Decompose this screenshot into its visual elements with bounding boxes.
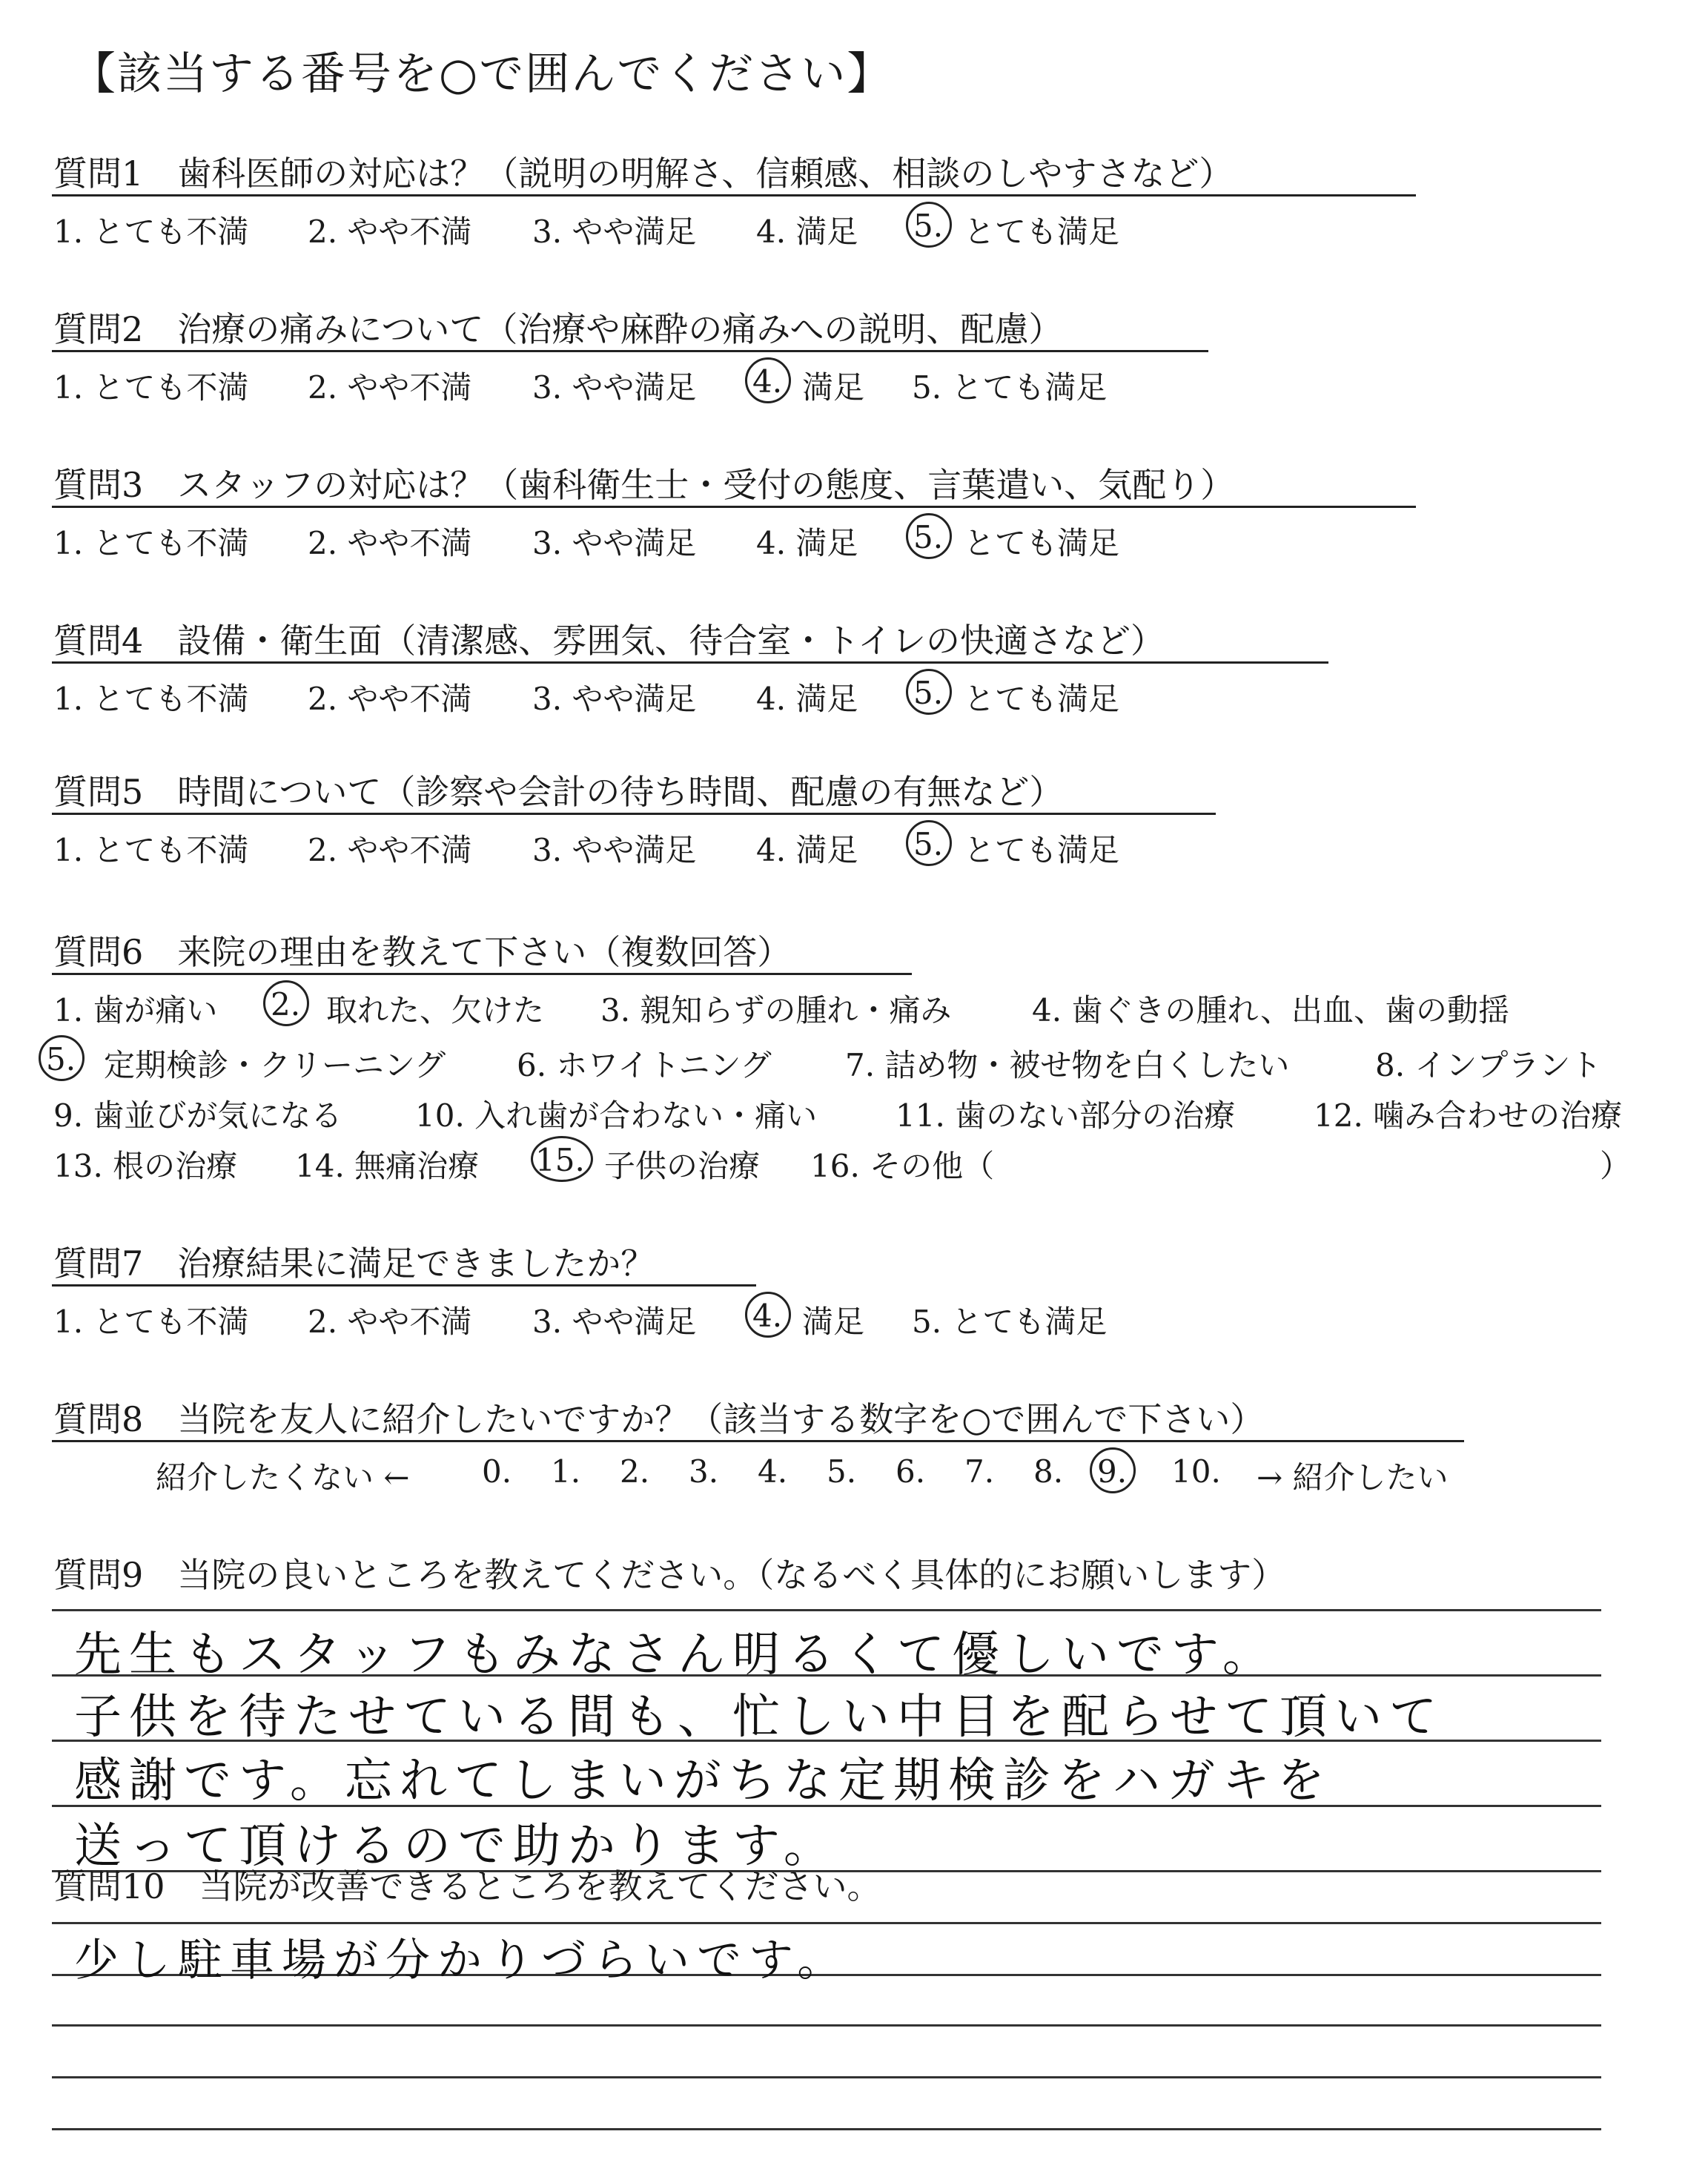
q6-option-7[interactable]: 7. 詰め物・被せ物を白くしたい — [845, 1047, 1290, 1083]
q7-option-3[interactable]: 3. やや満足 — [532, 1304, 697, 1340]
q2-option-4-label[interactable]: 満足 — [802, 369, 865, 406]
q1-option-5-number[interactable]: 5. — [913, 208, 944, 244]
q8-score-10[interactable]: 10. — [1171, 1453, 1221, 1490]
q5-title: 質問5 時間について（診察や会計の待ち時間、配慮の有無など） — [53, 772, 1064, 812]
q10-ruled-line — [52, 2128, 1601, 2130]
q6-title: 質問6 来院の理由を教えて下さい（複数回答） — [53, 932, 792, 972]
q3-option-5-number[interactable]: 5. — [913, 519, 944, 555]
q7-underline — [52, 1284, 756, 1287]
q5-option-3[interactable]: 3. やや満足 — [532, 832, 697, 868]
q8-score-5[interactable]: 5. — [827, 1453, 857, 1490]
q2-option-1[interactable]: 1. とても不満 — [53, 369, 249, 406]
q5-underline — [52, 813, 1216, 815]
q3-option-1[interactable]: 1. とても不満 — [53, 525, 249, 561]
q9-ruled-line — [52, 1609, 1601, 1611]
q6-option-2-number[interactable]: 2. — [271, 986, 301, 1023]
q8-score-7[interactable]: 7. — [964, 1453, 995, 1490]
q8-score-3[interactable]: 3. — [689, 1453, 719, 1490]
q6-option-11[interactable]: 11. 歯のない部分の治療 — [896, 1097, 1236, 1134]
q3-option-2[interactable]: 2. やや不満 — [308, 525, 472, 561]
q8-score-9[interactable]: 9. — [1097, 1453, 1128, 1490]
q8-score-0[interactable]: 0. — [482, 1453, 512, 1490]
q2-option-5[interactable]: 5. とても満足 — [912, 369, 1108, 406]
q5-option-5-number[interactable]: 5. — [913, 826, 944, 862]
q6-option-16-close-paren: ） — [1600, 1148, 1632, 1184]
q5-option-4[interactable]: 4. 満足 — [756, 832, 858, 868]
q5-option-5-label[interactable]: とても満足 — [964, 832, 1120, 868]
q7-option-4-label[interactable]: 満足 — [802, 1304, 865, 1340]
q6-option-3[interactable]: 3. 親知らずの腫れ・痛み — [600, 992, 952, 1028]
q4-option-5-label[interactable]: とても満足 — [964, 681, 1120, 717]
q10-ruled-line — [52, 2024, 1601, 2027]
q6-option-16[interactable]: 16. その他（ — [810, 1148, 995, 1184]
q8-scale-right-label: → 紹介したい — [1257, 1459, 1449, 1496]
q7-option-2[interactable]: 2. やや不満 — [308, 1304, 472, 1340]
q1-option-2[interactable]: 2. やや不満 — [308, 214, 472, 250]
q1-option-1[interactable]: 1. とても不満 — [53, 214, 249, 250]
q3-title: 質問3 スタッフの対応は？（歯科衛生士・受付の態度、言葉遣い、気配り） — [53, 465, 1235, 505]
q7-option-5[interactable]: 5. とても満足 — [912, 1304, 1108, 1340]
q6-option-12[interactable]: 12. 噛み合わせの治療 — [1314, 1097, 1623, 1134]
q6-option-14[interactable]: 14. 無痛治療 — [295, 1148, 480, 1184]
q10-ruled-line — [52, 2076, 1601, 2078]
q10-answer-line-1[interactable]: 少し駐車場が分かりづらいです。 — [74, 1935, 850, 1986]
q6-option-8[interactable]: 8. インプラント — [1375, 1047, 1602, 1083]
q1-option-5-label[interactable]: とても満足 — [964, 214, 1120, 250]
q6-underline — [52, 973, 912, 975]
q6-option-5-label[interactable]: 定期検診・クリーニング — [104, 1047, 446, 1083]
q8-score-6[interactable]: 6. — [896, 1453, 926, 1490]
q5-option-2[interactable]: 2. やや不満 — [308, 832, 472, 868]
q4-option-4[interactable]: 4. 満足 — [756, 681, 858, 717]
q6-option-1[interactable]: 1. 歯が痛い — [53, 992, 218, 1028]
q4-option-5-number[interactable]: 5. — [913, 675, 944, 711]
q7-option-4-number[interactable]: 4. — [752, 1298, 783, 1334]
q6-option-9[interactable]: 9. 歯並びが気になる — [53, 1097, 342, 1134]
q4-title: 質問4 設備・衛生面（清潔感、雰囲気、待合室・トイレの快適さなど） — [53, 621, 1165, 661]
q7-title: 質問7 治療結果に満足できましたか？ — [53, 1244, 655, 1284]
q5-option-1[interactable]: 1. とても不満 — [53, 832, 249, 868]
q9-title: 質問9 当院の良いところを教えてください。（なるべく具体的にお願いします） — [53, 1555, 1286, 1595]
q6-option-2-label[interactable]: 取れた、欠けた — [326, 992, 545, 1028]
q2-underline — [52, 350, 1208, 352]
q8-score-2[interactable]: 2. — [620, 1453, 650, 1490]
q1-option-4[interactable]: 4. 満足 — [756, 214, 858, 250]
q3-option-5-label[interactable]: とても満足 — [964, 525, 1120, 561]
form-header: 【該当する番号を○で囲んでください】 — [71, 48, 893, 100]
q1-option-3[interactable]: 3. やや満足 — [532, 214, 697, 250]
q9-answer-line-3[interactable]: 感謝です。忘れてしまいがちな定期検診をハガキを — [74, 1754, 1332, 1809]
q8-score-8[interactable]: 8. — [1033, 1453, 1064, 1490]
q3-option-4[interactable]: 4. 満足 — [756, 525, 858, 561]
q2-option-2[interactable]: 2. やや不満 — [308, 369, 472, 406]
q8-underline — [52, 1440, 1464, 1442]
q6-option-4[interactable]: 4. 歯ぐきの腫れ、出血、歯の動揺 — [1032, 992, 1509, 1028]
q9-answer-line-1[interactable]: 先生もスタッフもみなさん明るくて優しいです。 — [74, 1628, 1277, 1682]
q1-underline — [52, 194, 1416, 196]
q10-ruled-line — [52, 1922, 1601, 1924]
q2-option-4-number[interactable]: 4. — [752, 363, 783, 400]
q8-scale-left-label: 紹介したくない ← — [156, 1459, 410, 1496]
q8-score-4[interactable]: 4. — [758, 1453, 788, 1490]
q4-option-2[interactable]: 2. やや不満 — [308, 681, 472, 717]
q9-answer-line-2[interactable]: 子供を待たせている間も、忙しい中目を配らせて頂いて — [74, 1690, 1445, 1745]
q8-title: 質問8 当院を友人に紹介したいですか？（該当する数字を○で囲んで下さい） — [53, 1399, 1265, 1439]
q2-option-3[interactable]: 3. やや満足 — [532, 369, 697, 406]
q6-option-15-label[interactable]: 子供の治療 — [604, 1148, 761, 1184]
q3-option-3[interactable]: 3. やや満足 — [532, 525, 697, 561]
q6-option-13[interactable]: 13. 根の治療 — [53, 1148, 238, 1184]
q2-title: 質問2 治療の痛みについて（治療や麻酔の痛みへの説明、配慮） — [53, 309, 1063, 349]
q6-option-6[interactable]: 6. ホワイトニング — [517, 1047, 772, 1083]
q10-title: 質問10 当院が改善できるところを教えてください。 — [53, 1866, 881, 1906]
q6-option-5-number[interactable]: 5. — [46, 1041, 76, 1077]
q6-option-15-number[interactable]: 15. — [535, 1142, 585, 1178]
q3-underline — [52, 506, 1416, 508]
q8-score-1[interactable]: 1. — [551, 1453, 581, 1490]
q4-option-3[interactable]: 3. やや満足 — [532, 681, 697, 717]
q4-underline — [52, 661, 1328, 664]
q1-title: 質問1 歯科医師の対応は？（説明の明解さ、信頼感、相談のしやすさなど） — [53, 153, 1234, 194]
q7-option-1[interactable]: 1. とても不満 — [53, 1304, 249, 1340]
q9-answer-line-4[interactable]: 送って頂けるので助かります。 — [74, 1819, 838, 1874]
q4-option-1[interactable]: 1. とても不満 — [53, 681, 249, 717]
q6-option-10[interactable]: 10. 入れ歯が合わない・痛い — [415, 1097, 818, 1134]
